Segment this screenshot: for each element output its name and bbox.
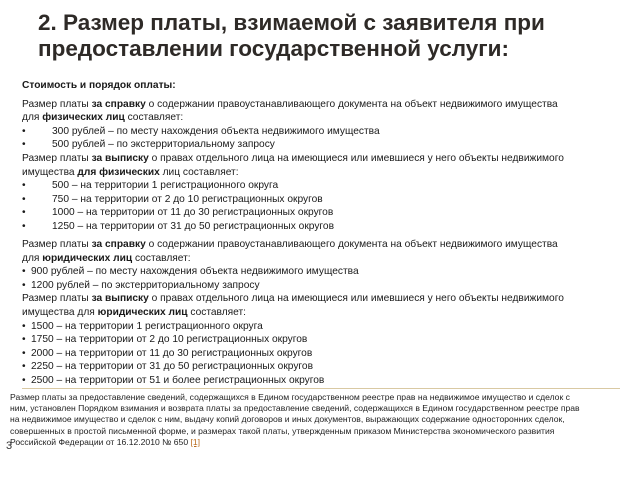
text: Размер платы xyxy=(22,152,92,164)
legal-entities-section xyxy=(22,238,612,388)
bullet: • xyxy=(22,347,26,359)
physical-cert-line-1 xyxy=(22,98,612,112)
bold-text: за выписку xyxy=(91,293,149,305)
text: Размер платы xyxy=(22,239,92,250)
text: для xyxy=(22,112,43,124)
bullet: • xyxy=(22,374,26,386)
list-item-text: 2500 – на территории от 51 и более регистрационных округов xyxy=(31,374,325,386)
text: лиц составляет: xyxy=(159,166,239,178)
text: для xyxy=(22,252,43,264)
text: Размер платы xyxy=(22,98,92,110)
bullet: • xyxy=(22,334,26,346)
footnote-line: Размер платы за предоставление сведений, содержащихся в Едином государственном реестре прав на недвижимое имущество и сделок с xyxy=(10,392,570,402)
text: о содержании правоустанавливающего документа на объект недвижимого имущества xyxy=(145,98,558,110)
list-item xyxy=(22,193,612,207)
list-item xyxy=(22,206,612,220)
list-item-text: 1750 – на территории от 2 до 10 регистрационных округов xyxy=(31,334,308,346)
physical-cert-line-2 xyxy=(22,111,612,125)
bold-text: юридических лиц xyxy=(42,252,133,264)
physical-extract-line-2 xyxy=(22,166,612,180)
list-item-text: 1200 рублей – по экстерриториальному запросу xyxy=(31,279,260,291)
bullet: • xyxy=(22,139,26,151)
footnote-line xyxy=(10,437,620,448)
text: о правах отдельного лица на имеющиеся или имевшиеся у него объекты недвижимого xyxy=(148,152,564,164)
list-item xyxy=(22,138,612,152)
bullet: • xyxy=(22,180,26,192)
section-heading: Стоимость и порядок оплаты: xyxy=(22,80,176,91)
bullet: • xyxy=(22,125,26,137)
list-item xyxy=(22,374,612,388)
bold-text: юридических лиц xyxy=(97,306,188,318)
text: имущества xyxy=(22,166,78,178)
title-line-2: предоставлении государственной услуги: xyxy=(38,36,509,61)
list-item xyxy=(22,265,612,279)
list-item-text: 500 рублей – по экстерриториальному запросу xyxy=(52,139,275,151)
footnote-link[interactable]: [1] xyxy=(190,436,201,447)
bullet: • xyxy=(22,361,26,373)
list-item xyxy=(22,320,612,334)
list-item-text: 900 рублей – по месту нахождения объекта недвижимого имущества xyxy=(31,266,359,278)
text: о содержании правоустанавливающего документа на объект недвижимого имущества xyxy=(145,239,558,250)
footnote-text: Российской Федерации от 16.12.2010 № 650 xyxy=(10,436,191,447)
physical-extract-line-1 xyxy=(22,152,612,166)
list-item-text: 1250 – на территории от 31 до 50 регистрационных округов xyxy=(52,220,335,232)
legal-extract-line-1 xyxy=(22,292,612,306)
text: составляет: xyxy=(132,252,191,264)
bold-text: за справку xyxy=(91,98,146,110)
footnote-line: ним, установлен Порядком взимания и возврата платы за предоставление сведений, содержащихся в Едином государственном реестре прав xyxy=(10,403,580,414)
list-item xyxy=(22,347,612,361)
list-item xyxy=(22,179,612,193)
bullet: • xyxy=(22,279,26,291)
list-item xyxy=(22,333,612,347)
text: Размер платы xyxy=(22,293,92,305)
bold-text: для физических xyxy=(77,166,160,178)
legal-extract-line-2 xyxy=(22,306,612,320)
list-item xyxy=(22,279,612,293)
list-item-text: 1500 – на территории 1 регистрационного округа xyxy=(31,320,263,332)
bullet: • xyxy=(22,193,26,205)
bold-text: за справку xyxy=(91,239,146,250)
physical-persons-section xyxy=(22,79,612,234)
bullet: • xyxy=(22,266,26,278)
legal-cert-line-1 xyxy=(22,238,612,252)
title-line-1: 2. Размер платы, взимаемой с заявителя при xyxy=(38,10,545,35)
list-item-text: 1000 – на территории от 11 до 30 регистрационных округов xyxy=(52,207,334,219)
list-item xyxy=(22,220,612,234)
bullet: • xyxy=(22,207,26,219)
text: имущества для xyxy=(22,306,98,318)
divider xyxy=(22,388,620,389)
bullet: • xyxy=(22,220,26,232)
footnote-line: совершенных в простой письменной форме, и размерах такой платы, утвержденным приказом Министерства экономического развития xyxy=(10,425,555,436)
legal-cert-line-2 xyxy=(22,252,612,266)
page-number: 3 xyxy=(6,440,13,452)
footnote-line: на недвижимое имущество и сделок с ним, выдачу копий договоров и иных документов, выражающих содержание односторонних сделок, xyxy=(10,414,565,425)
list-item-text: 2250 – на территории от 31 до 50 регистрационных округов xyxy=(31,361,314,373)
bold-text: за выписку xyxy=(91,152,149,164)
page-title xyxy=(38,10,628,62)
bold-text: физических лиц xyxy=(42,112,125,124)
list-item-text: 750 – на территории от 2 до 10 регистрационных округов xyxy=(52,193,323,205)
text: составляет: xyxy=(124,112,184,124)
list-item xyxy=(22,360,612,374)
text: о правах отдельного лица на имеющиеся или имевшиеся у него объекты недвижимого xyxy=(148,293,564,305)
text: составляет: xyxy=(187,306,247,318)
list-item xyxy=(22,125,612,139)
footnote xyxy=(10,392,620,448)
bullet: • xyxy=(22,320,26,332)
list-item-text: 500 – на территории 1 регистрационного округа xyxy=(52,180,279,192)
list-item-text: 300 рублей – по месту нахождения объекта недвижимого имущества xyxy=(52,125,380,137)
list-item-text: 2000 – на территории от 11 до 30 регистрационных округов xyxy=(31,347,313,359)
